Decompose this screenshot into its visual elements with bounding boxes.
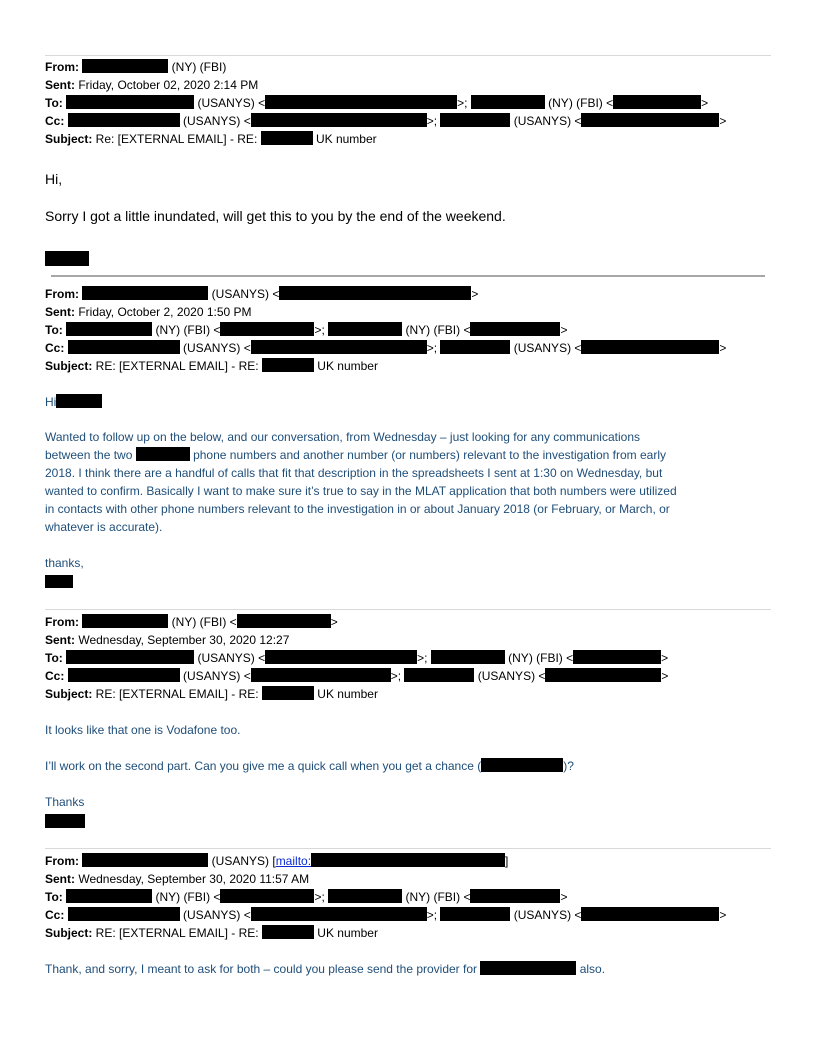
- redaction: [470, 322, 560, 336]
- redaction: [613, 95, 701, 109]
- subject-line: Subject: Re: [EXTERNAL EMAIL] - RE: UK number: [45, 132, 377, 146]
- to-line: To: (NY) (FBI) < >; (NY) (FBI) < >: [45, 890, 568, 904]
- redaction: [82, 286, 208, 300]
- sent-line: Sent: Friday, October 2, 2020 1:50 PM: [45, 305, 252, 319]
- redaction: [545, 668, 661, 682]
- redaction: [66, 889, 152, 903]
- redaction: [404, 668, 474, 682]
- subject-line: Subject: RE: [EXTERNAL EMAIL] - RE: UK number: [45, 687, 378, 701]
- to-line: To: (USANYS) < >; (NY) (FBI) < >: [45, 96, 709, 110]
- greeting: Hi: [45, 393, 102, 411]
- redaction: [328, 322, 402, 336]
- separator-line: [45, 848, 771, 849]
- redaction: [431, 650, 505, 664]
- redaction: [237, 614, 331, 628]
- redaction: [251, 907, 427, 921]
- redaction: [262, 358, 314, 372]
- redaction: [265, 650, 417, 664]
- separator-line: [45, 55, 771, 56]
- redaction: [220, 889, 314, 903]
- from-line: From: (USANYS) < >: [45, 287, 479, 301]
- mailto-link[interactable]: mailto:: [275, 854, 312, 868]
- message-body: Sorry I got a little inundated, will get this to you by the end of the weekend.: [45, 208, 506, 224]
- greeting: Hi,: [45, 171, 63, 187]
- redaction: [581, 907, 719, 921]
- sent-line: Sent: Wednesday, September 30, 2020 12:27: [45, 633, 290, 647]
- redaction: [66, 650, 194, 664]
- redaction: [82, 614, 168, 628]
- redaction: [251, 113, 427, 127]
- signoff: Thanks: [45, 795, 85, 809]
- redaction: [311, 853, 505, 867]
- redaction: [440, 340, 510, 354]
- redaction: [68, 668, 180, 682]
- message-body: It looks like that one is Vodafone too.: [45, 723, 241, 737]
- redaction: [82, 853, 208, 867]
- sent-line: Sent: Wednesday, September 30, 2020 11:57 AM: [45, 872, 310, 886]
- redaction: [56, 394, 102, 408]
- redaction: [471, 95, 545, 109]
- redaction: [262, 925, 314, 939]
- message-body: Wanted to follow up on the below, and our conversation, from Wednesday – just looking for any communications between the two phone numbers and another number (or numbers) relevant to the investigation from early 2018. I think there are a handful of calls that fit that description in the spreadsheets I sent at 1:30 on Wednesday, but wanted to confirm. Basically I want to make sure it’s true to say in the MLAT application that both numbers were utilized in contacts with other phone numbers relevant to the investigation in or about January 2018 (or February, or March, or whatever is accurate).: [45, 430, 677, 534]
- from-line: From: (USANYS) [mailto: ]: [45, 854, 509, 868]
- redaction: [136, 447, 190, 461]
- redaction: [251, 340, 427, 354]
- signature-redaction: [45, 575, 73, 588]
- cc-line: Cc: (USANYS) < >; (USANYS) < >: [45, 908, 727, 922]
- redaction: [251, 668, 391, 682]
- redaction: [261, 131, 313, 145]
- cc-line: Cc: (USANYS) < >; (USANYS) < >: [45, 341, 727, 355]
- redaction: [82, 59, 168, 73]
- message-body: Thank, and sorry, I meant to ask for both – could you please send the provider for also.: [45, 962, 606, 976]
- redaction: [265, 95, 457, 109]
- redaction: [481, 758, 563, 772]
- signature-redaction: [45, 814, 85, 828]
- to-line: To: (USANYS) < >; (NY) (FBI) < >: [45, 651, 669, 665]
- redaction: [68, 907, 180, 921]
- redaction: [470, 889, 560, 903]
- from-line: From: (NY) (FBI): [45, 60, 227, 74]
- subject-line: Subject: RE: [EXTERNAL EMAIL] - RE: UK number: [45, 359, 378, 373]
- signature-redaction: [45, 251, 89, 266]
- redaction: [279, 286, 471, 300]
- redaction: [68, 113, 180, 127]
- separator-line: [45, 609, 771, 610]
- redaction: [573, 650, 661, 664]
- subject-line: Subject: RE: [EXTERNAL EMAIL] - RE: UK number: [45, 926, 378, 940]
- redaction: [440, 907, 510, 921]
- from-line: From: (NY) (FBI) < >: [45, 615, 338, 629]
- redaction: [581, 340, 719, 354]
- sent-line: Sent: Friday, October 02, 2020 2:14 PM: [45, 78, 259, 92]
- redaction: [66, 95, 194, 109]
- cc-line: Cc: (USANYS) < >; (USANYS) < >: [45, 669, 669, 683]
- redaction: [328, 889, 402, 903]
- separator-line: [51, 275, 765, 277]
- redaction: [440, 113, 510, 127]
- redaction: [220, 322, 314, 336]
- to-line: To: (NY) (FBI) < >; (NY) (FBI) < >: [45, 323, 568, 337]
- redaction: [262, 686, 314, 700]
- redaction: [66, 322, 152, 336]
- redaction: [581, 113, 719, 127]
- signoff: thanks,: [45, 556, 84, 570]
- message-body: I’ll work on the second part. Can you give me a quick call when you get a chance ( )?: [45, 759, 574, 773]
- cc-line: Cc: (USANYS) < >; (USANYS) < >: [45, 114, 727, 128]
- redaction: [68, 340, 180, 354]
- redaction: [480, 961, 576, 975]
